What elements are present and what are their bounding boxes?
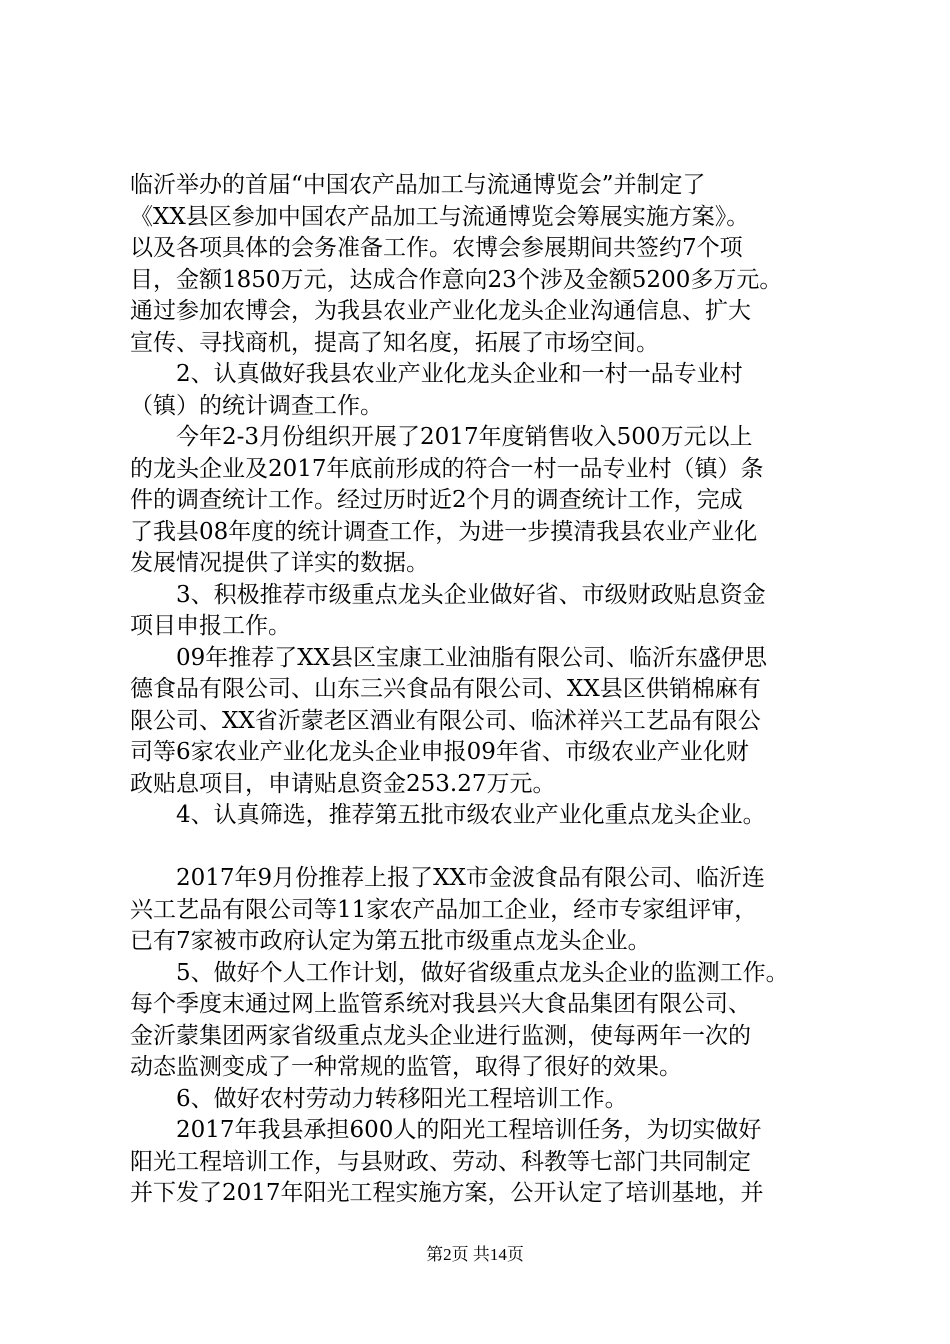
text-line: 《XX县区参加中国农产品加工与流通博览会筹展实施方案》。 (130, 203, 750, 230)
section-heading-6: 6、做好农村劳动力转移阳光工程培训工作。 (176, 1085, 628, 1112)
text-line: 发展情况提供了详实的数据。 (130, 550, 429, 576)
text-line: 临沂举办的首届“中国农产品加工与流通博览会”并制定了 (130, 172, 706, 198)
text-line: 已有7家被市政府认定为第五批市级重点龙头企业。 (130, 928, 651, 954)
text-line: 以及各项具体的会务准备工作。农博会参展期间共签约7个项 (130, 235, 743, 261)
text-line: 的龙头企业及2017年底前形成的符合一村一品专业村（镇）条 (130, 455, 764, 482)
text-line: （镇）的统计调查工作。 (130, 392, 383, 419)
text-line: 兴工艺品有限公司等11家农产品加工企业，经市专家组评审， (130, 896, 758, 923)
section-heading-4: 4、认真筛选，推荐第五批市级农业产业化重点龙头企业。 (176, 802, 766, 828)
paragraph-start: 09年推荐了XX县区宝康工业油脂有限公司、临沂东盛伊思 (176, 644, 768, 671)
paragraph-start: 今年2-3月份组织开展了2017年度销售收入500万元以上 (176, 424, 753, 450)
text-line: 并下发了2017年阳光工程实施方案，公开认定了培训基地，并 (130, 1180, 764, 1206)
body-text (130, 170, 830, 1210)
text-line: 通过参加农博会，为我县农业产业化龙头企业沟通信息、扩大 (130, 298, 751, 324)
text-line: 司等6家农业产业化龙头企业申报09年省、市级农业产业化财 (130, 739, 749, 765)
text-line: 德食品有限公司、山东三兴食品有限公司、XX县区供销棉麻有 (130, 676, 761, 702)
text-line: 限公司、XX省沂蒙老区酒业有限公司、临沭祥兴工艺品有限公 (130, 707, 761, 734)
section-heading-3: 3、积极推荐市级重点龙头企业做好省、市级财政贴息资金 (176, 581, 766, 608)
text-line: 了我县08年度的统计调查工作，为进一步摸清我县农业产业化 (130, 518, 758, 545)
text-line: 阳光工程培训工作，与县财政、劳动、科教等七部门共同制定 (130, 1148, 751, 1175)
blank-line (130, 832, 830, 864)
text-line: 件的调查统计工作。经过历时近2个月的调查统计工作，完成 (130, 487, 743, 513)
text-line: 每个季度末通过网上监管系统对我县兴大食品集团有限公司、 (130, 991, 751, 1017)
section-heading-2: 2、认真做好我县农业产业化龙头企业和一村一品专业村 (176, 361, 743, 387)
paragraph-start: 2017年我县承担600人的阳光工程培训任务，为切实做好 (176, 1117, 762, 1143)
text-line: 宣传、寻找商机，提高了知名度，拓展了市场空间。 (130, 329, 659, 356)
text-line: 政贴息项目，申请贴息资金253.27万元。 (130, 770, 556, 797)
text-line: 金沂蒙集团两家省级重点龙头企业进行监测，使每两年一次的 (130, 1022, 751, 1049)
text-line: 目，金额1850万元，达成合作意向23个涉及金额5200多万元。 (130, 266, 783, 293)
section-heading-5: 5、做好个人工作计划，做好省级重点龙头企业的监测工作。 (176, 959, 789, 986)
text-line: 项目申报工作。 (130, 613, 291, 639)
text-line: 动态监测变成了一种常规的监管，取得了很好的效果。 (130, 1054, 682, 1080)
page-number-footer: 第2页 共14页 (426, 1245, 524, 1264)
paragraph-start: 2017年9月份推荐上报了XX市金波食品有限公司、临沂连 (176, 865, 765, 891)
